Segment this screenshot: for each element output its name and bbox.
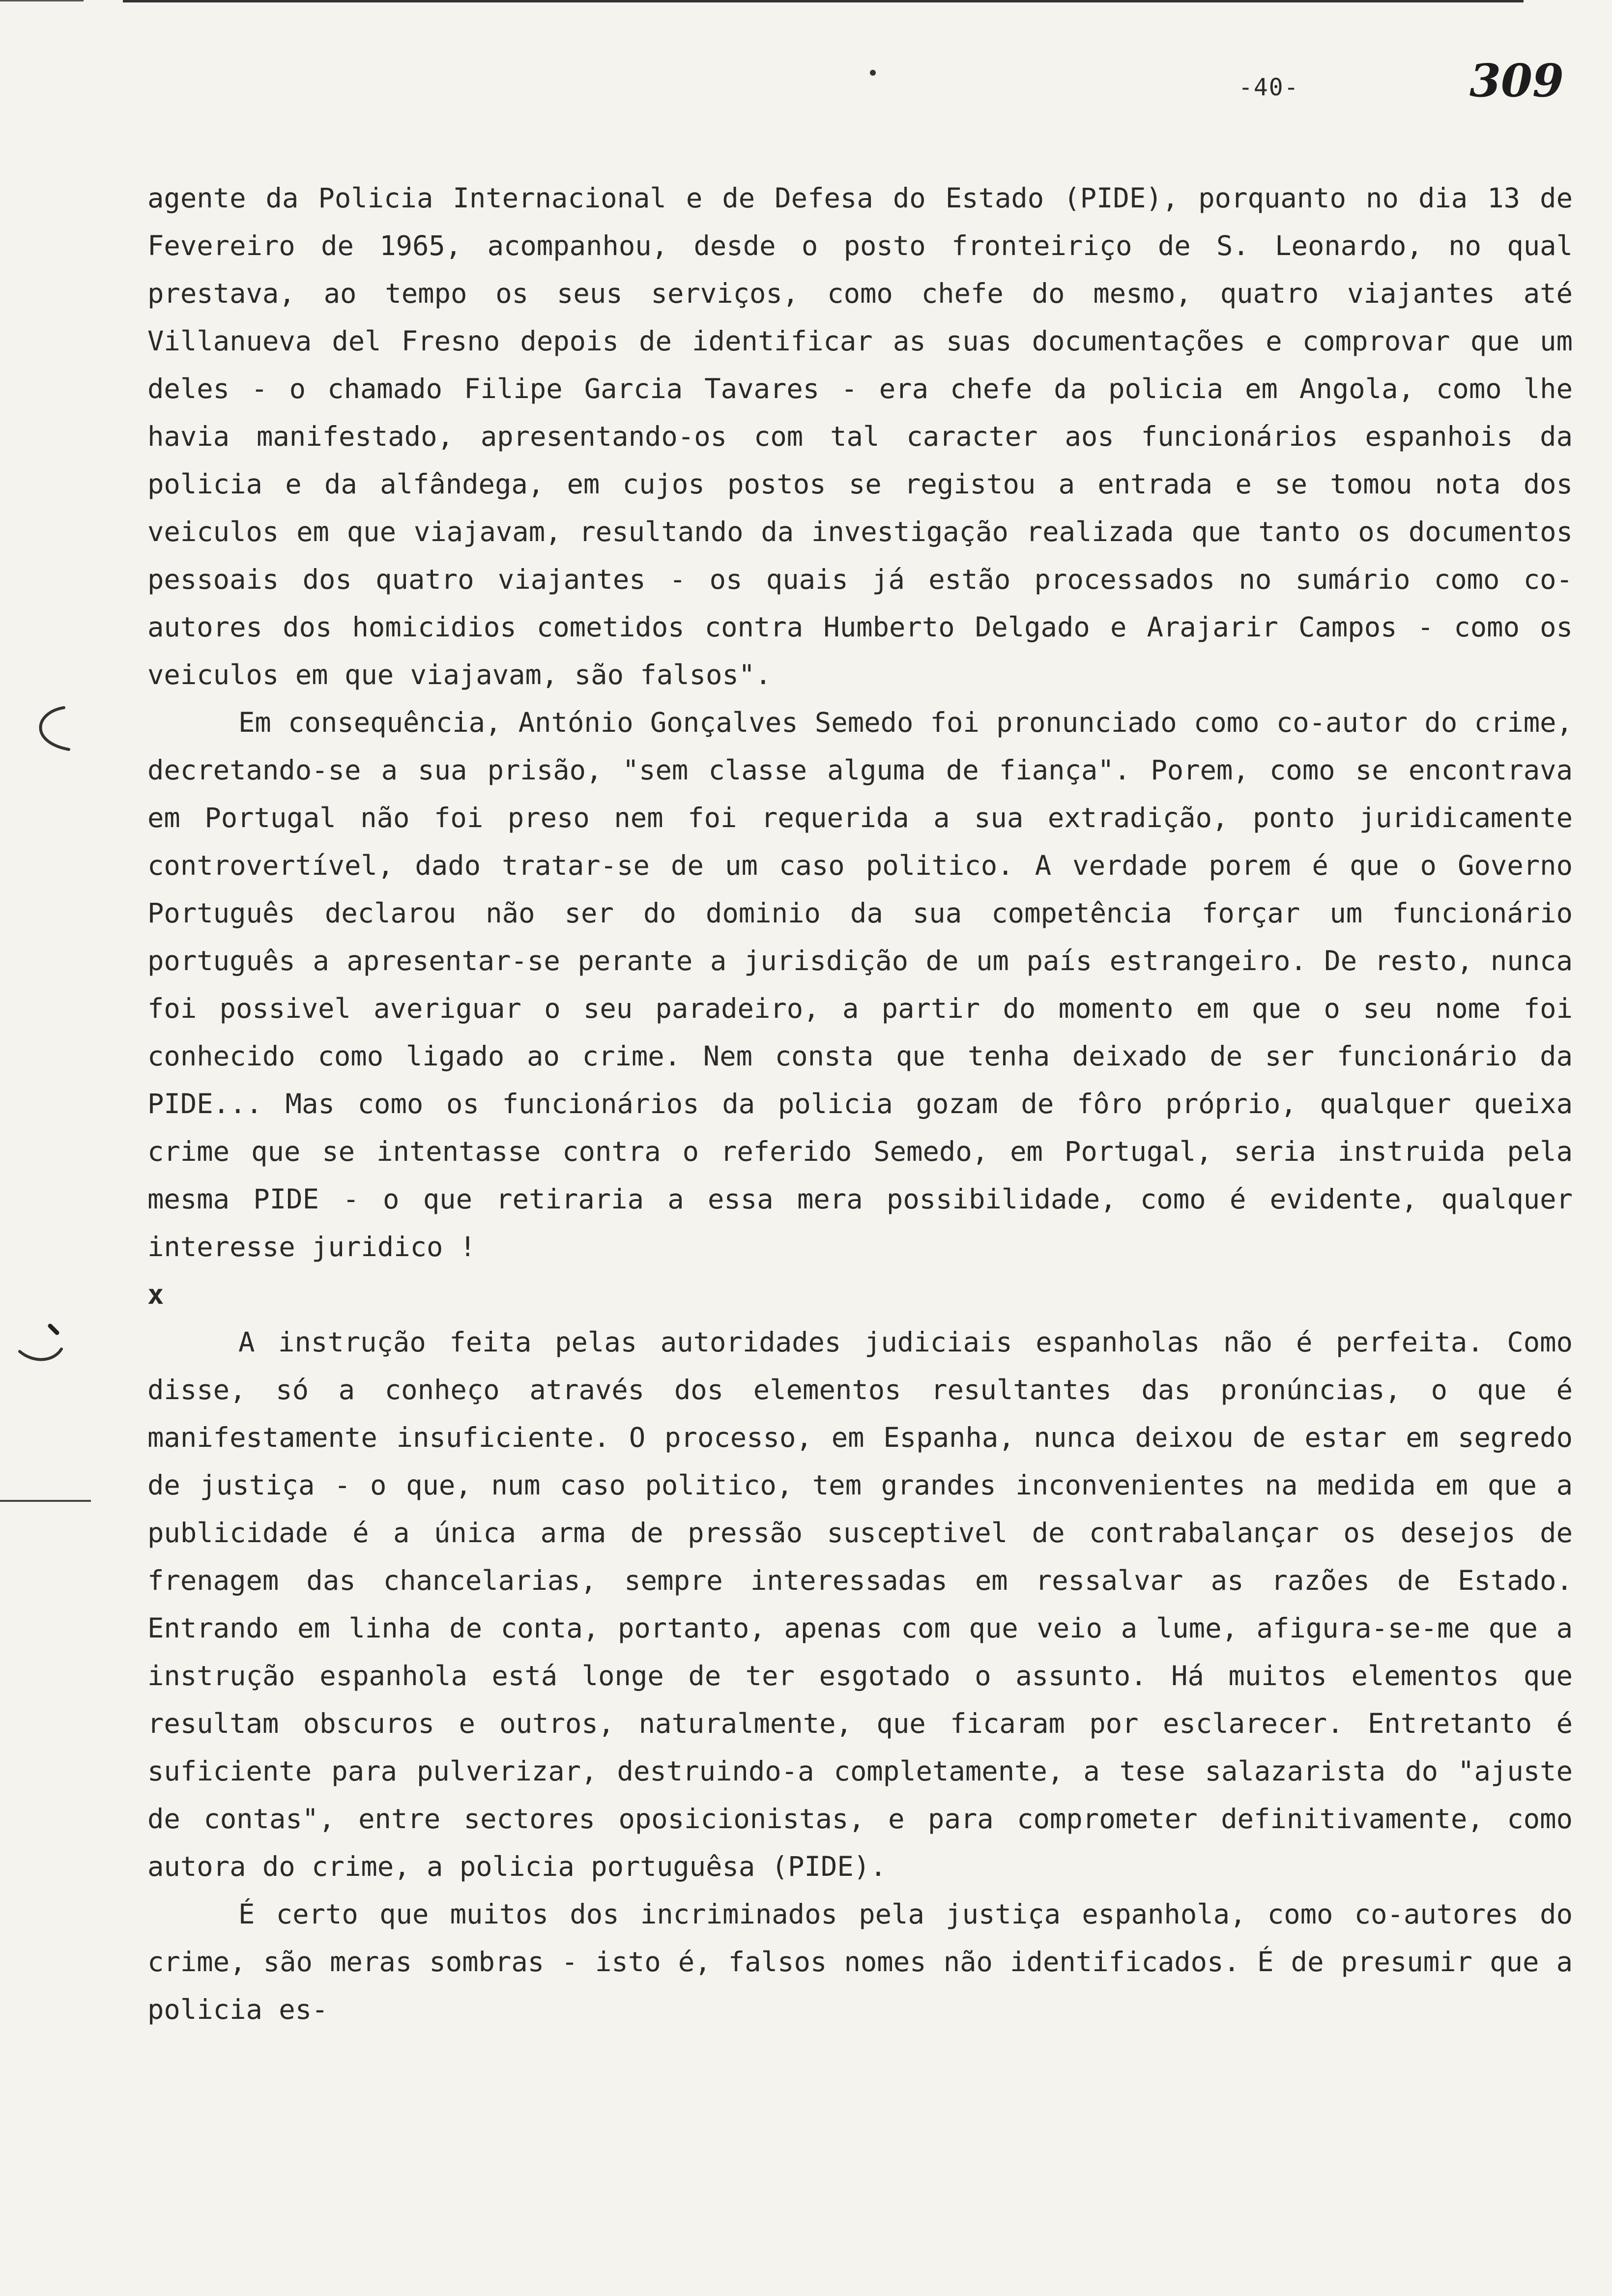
section-marker: x: [147, 1279, 164, 1311]
paragraph-1: agente da Policia Internacional e de Defesa do Estado (PIDE), porquanto no dia 13 de Fevereiro de 1965, acompanhou, desde o posto fronteiriço de S. Leonardo, no qual prestava, ao tempo os seus serviços, como chefe do mesmo, quatro viajantes até Villanueva del Fresno depois de identificar as suas documentações e comprovar que um deles - o chamado Filipe Garcia Tavares - era chefe da policia em Angola, como lhe havia manifestado, apresentando-os com tal caracter aos funcionários espanhois da policia e da alfândega, em cujos postos se registou a entrada e se tomou nota dos veiculos em que viajavam, resultando da investigação realizada que tanto os documentos pessoais dos quatro viajantes - os quais já estão processados no sumário como co-autores dos homicidios cometidos contra Humberto Delgado e Arajarir Campos - como os veiculos em que viajavam, são falsos".: [147, 182, 1573, 691]
paragraph-4: É certo que muitos dos incriminados pela justiça espanhola, como co-autores do crime, são meras sombras - isto é, falsos nomes não identificados. É de presumir que a policia es-: [147, 1898, 1573, 2026]
typed-text-body: [147, 174, 1573, 2034]
paragraph-3: A instrução feita pelas autoridades judiciais espanholas não é perfeita. Como disse, só a conheço através dos elementos resultantes das pronúncias, o que é manifestamente insuficiente. O processo, em Espanha, nunca deixou de estar em segredo de justiça - o que, num caso politico, tem grandes inconvenientes na medida em que a publicidade é a única arma de pressão susceptivel de contrabalançar os desejos de frenagem das chancelarias, sempre interessadas em ressalvar as razões de Estado. Entrando em linha de conta, portanto, apenas com que veio a lume, afigura-se-me que a instrução espanhola está longe de ter esgotado o assunto. Há muitos elementos que resultam obscuros e outros, naturalmente, que ficaram por esclarecer. Entretanto é suficiente para pulverizar, destruindo-a completamente, a tese salazarista do "ajuste de contas", entre sectores oposicionistas, e para comprometer definitivamente, como autora do crime, a policia portuguêsa (PIDE).: [147, 1326, 1573, 1883]
scan-edge-line-bottom: [0, 1500, 91, 1502]
page-number: -40-: [1238, 74, 1299, 101]
margin-check-mark: [15, 1322, 69, 1376]
top-rule: [123, 0, 1524, 2]
handwritten-folio-number: 309: [1469, 54, 1564, 107]
paragraph-2: Em consequência, António Gonçalves Semedo foi pronunciado como co-autor do crime, decretando-se a sua prisão, "sem classe alguma de fiança". Porem, como se encontrava em Portugal não foi preso nem foi requerida a sua extradição, ponto juridicamente controvertível, dado tratar-se de um caso politico. A verdade porem é que o Governo Português declarou não ser do dominio da sua competência forçar um funcionário português a apresentar-se perante a jurisdição de um país estrangeiro. De resto, nunca foi possivel averiguar o seu paradeiro, a partir do momento em que o seu nome foi conhecido como ligado ao crime. Nem consta que tenha deixado de ser funcionário da PIDE... Mas como os funcionários da policia gozam de fôro próprio, qualquer queixa crime que se intentasse contra o referido Semedo, em Portugal, seria instruida pela mesma PIDE - o que retiraria a essa mera possibilidade, como é evidente, qualquer interesse juridico !: [147, 707, 1573, 1263]
scan-edge-line: [0, 0, 84, 1]
ink-dot: [870, 70, 876, 76]
margin-bracket-mark: [20, 703, 74, 757]
